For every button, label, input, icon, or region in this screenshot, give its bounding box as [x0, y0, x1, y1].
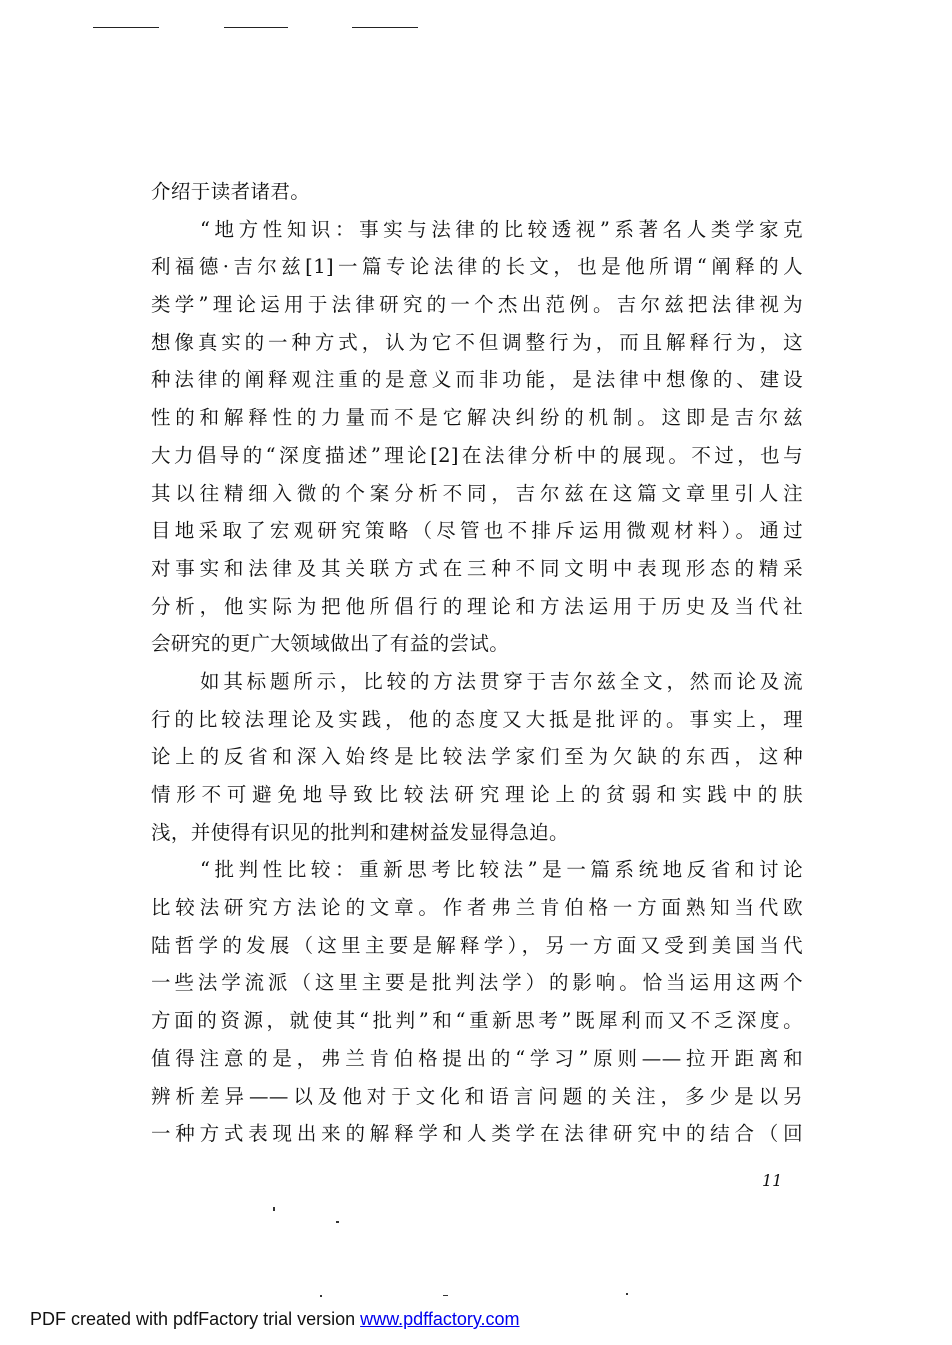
text-line: 行的比较法理论及实践，他的态度又大抵是批评的。事实上，理 [151, 707, 803, 731]
text-line: 一些法学流派（这里主要是批判法学）的影响。恰当运用这两个 [151, 971, 803, 995]
text-line: 目地采取了宏观研究策略（尽管也不排斥运用微观材料）。通过 [151, 519, 803, 543]
scan-speck [626, 1293, 628, 1295]
header-rule-middle [224, 27, 288, 28]
text-line: 比较法研究方法论的文章。作者弗兰肯伯格一方面熟知当代欧 [151, 896, 803, 920]
scan-speck [336, 1221, 339, 1223]
text-line: 其以往精细入微的个案分析不同，吉尔兹在这篇文章里引人注 [151, 481, 803, 505]
pdffactory-link[interactable]: www.pdffactory.com [360, 1309, 520, 1329]
text-line: 浅，并使得有识见的批判和建树益发显得急迫。 [151, 820, 569, 844]
text-line: 介绍于读者诸君。 [151, 180, 311, 203]
scan-speck [443, 1295, 448, 1296]
text-line: 论上的反省和深入始终是比较法学家们至为欠缺的东西，这种 [151, 745, 803, 769]
text-line: 辨析差异——以及他对于文化和语言问题的关注，多少是以另 [151, 1084, 803, 1108]
text-line: “批判性比较：重新思考比较法”是一篇系统地反省和讨论 [200, 858, 803, 882]
text-line: 性的和解释性的力量而不是它解决纠纷的机制。这即是吉尔兹 [151, 406, 803, 430]
page-number: 11 [762, 1171, 783, 1190]
text-line: 类学”理论运用于法律研究的一个杰出范例。吉尔兹把法律视为 [151, 293, 803, 317]
text-line: 大力倡导的“深度描述”理论[2]在法律分析中的展现。不过，也与 [151, 443, 803, 467]
text-line: 陆哲学的发展（这里主要是解释学），另一方面又受到美国当代 [151, 933, 803, 957]
text-line: 种法律的阐释观注重的是意义而非功能，是法律中想像的、建设 [151, 368, 803, 392]
text-line: 如其标题所示，比较的方法贯穿于吉尔兹全文，然而论及流 [200, 669, 803, 693]
body-text [151, 173, 803, 1153]
text-line: 分析，他实际为把他所倡行的理论和方法运用于历史及当代社 [151, 594, 803, 618]
scan-speck [320, 1295, 322, 1297]
text-line: 情形不可避免地导致比较法研究理论上的贫弱和实践中的肤 [151, 783, 803, 806]
scan-speck [273, 1207, 275, 1211]
text-line: 方面的资源，就使其“批判”和“重新思考”既犀利而又不乏深度。 [151, 1009, 803, 1033]
header-rule-left [93, 27, 159, 28]
text-line: 一种方式表现出来的解释学和人类学在法律研究中的结合（回 [151, 1122, 803, 1146]
footer-text: PDF created with pdfFactory trial version [30, 1309, 361, 1329]
header-rule-right [352, 27, 418, 28]
text-line: 值得注意的是，弗兰肯伯格提出的“学习”原则——拉开距离和 [151, 1046, 803, 1070]
pdf-footer [30, 1309, 520, 1330]
text-line: 利福德·吉尔兹[1]一篇专论法律的长文，也是他所谓“阐释的人 [151, 255, 803, 279]
text-line: 会研究的更广大领域做出了有益的尝试。 [151, 632, 510, 656]
text-line: 想像真实的一种方式，认为它不但调整行为，而且解释行为，这 [151, 330, 803, 354]
text-line: “地方性知识：事实与法律的比较透视”系著名人类学家克 [200, 217, 803, 241]
text-line: 对事实和法律及其关联方式在三种不同文明中表现形态的精采 [151, 556, 803, 580]
